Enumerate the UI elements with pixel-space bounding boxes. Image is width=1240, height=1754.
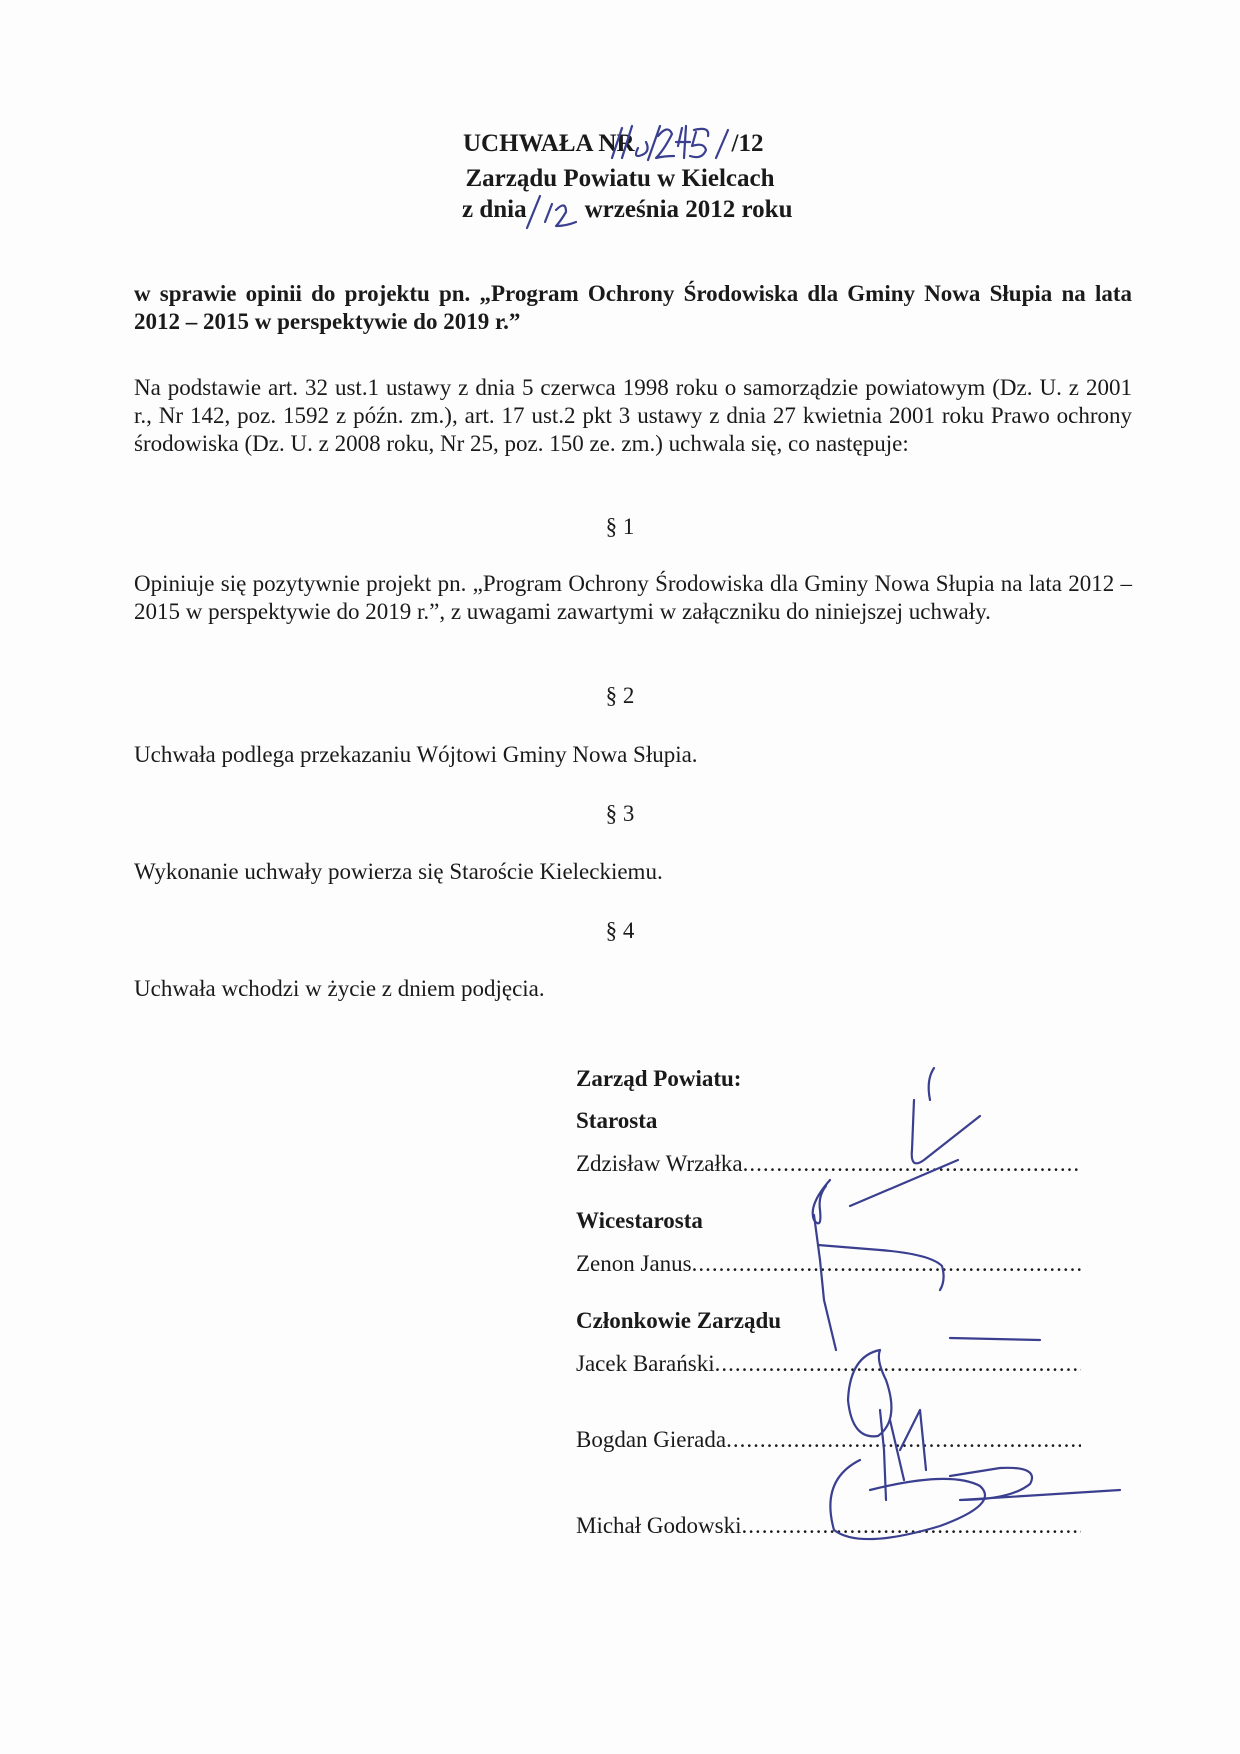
section-text-1: Opiniuje się pozytywnie projekt pn. „Program Ochrony Środowiska dla Gminy Nowa Słupia na lata 2012 – 2015 w perspektywie do 2019 r.”, z uwagami zawartymi w załączniku do niniejszej uchwały. — [134, 571, 1132, 624]
starosta-name: Zdzisław Wrzałka — [576, 1151, 743, 1176]
board-members-label: Członkowie Zarządu — [576, 1308, 782, 1333]
section-mark-2: § 2 — [605, 683, 635, 708]
title-prefix: UCHWAŁA NR — [463, 130, 635, 157]
date-prefix: z dnia — [462, 196, 527, 223]
member-name: Bogdan Gierada — [576, 1427, 727, 1452]
member-name: Jacek Barański — [576, 1351, 715, 1376]
resolution-subject: w sprawie opinii do projektu pn. „Program Ochrony Środowiska dla Gminy Nowa Słupia na lata 2012 – 2015 w perspektywie do 2019 r.” — [134, 281, 1132, 334]
date-suffix: września 2012 roku — [584, 196, 793, 223]
vice-starosta-name: Zenon Janus — [576, 1251, 692, 1276]
vice-starosta-label: Wicestarosta — [576, 1208, 703, 1233]
legal-basis-paragraph: Na podstawie art. 32 ust.1 ustawy z dnia 5 czerwca 1998 roku o samorządzie powiatowym (Dz. U. z 2001 r., Nr 142, poz. 1592 z późn. zm.), art. 17 ust.2 pkt 3 ustawy z dnia 27 kwietnia 2001 roku Prawo ochrony środowiska (Dz. U. z 2008 roku, Nr 25, poz. 150 ze. zm.) uchwala się, co następuje: — [134, 375, 1132, 456]
section-mark-1: § 1 — [605, 514, 635, 539]
section-mark-3: § 3 — [605, 801, 635, 826]
handwritten-number — [612, 126, 728, 160]
handwritten-day — [527, 196, 576, 228]
section-text-3: Wykonanie uchwały powierza się Staroście Kieleckiemu. — [134, 859, 663, 884]
section-text-4: Uchwała wchodzi w życie z dniem podjęcia. — [134, 976, 545, 1001]
issuing-body: Zarządu Powiatu w Kielcach — [465, 165, 775, 192]
starosta-label: Starosta — [576, 1108, 658, 1133]
section-mark-4: § 4 — [605, 918, 635, 943]
starosta-signature — [850, 1068, 980, 1206]
title-suffix: /12 — [731, 130, 764, 157]
section-text-2: Uchwała podlega przekazaniu Wójtowi Gminy Nowa Słupia. — [134, 742, 698, 767]
board-label: Zarząd Powiatu: — [576, 1066, 742, 1091]
member-name: Michał Godowski — [576, 1513, 742, 1538]
vice-starosta-signature — [813, 1180, 944, 1350]
members-signature — [830, 1338, 1120, 1539]
